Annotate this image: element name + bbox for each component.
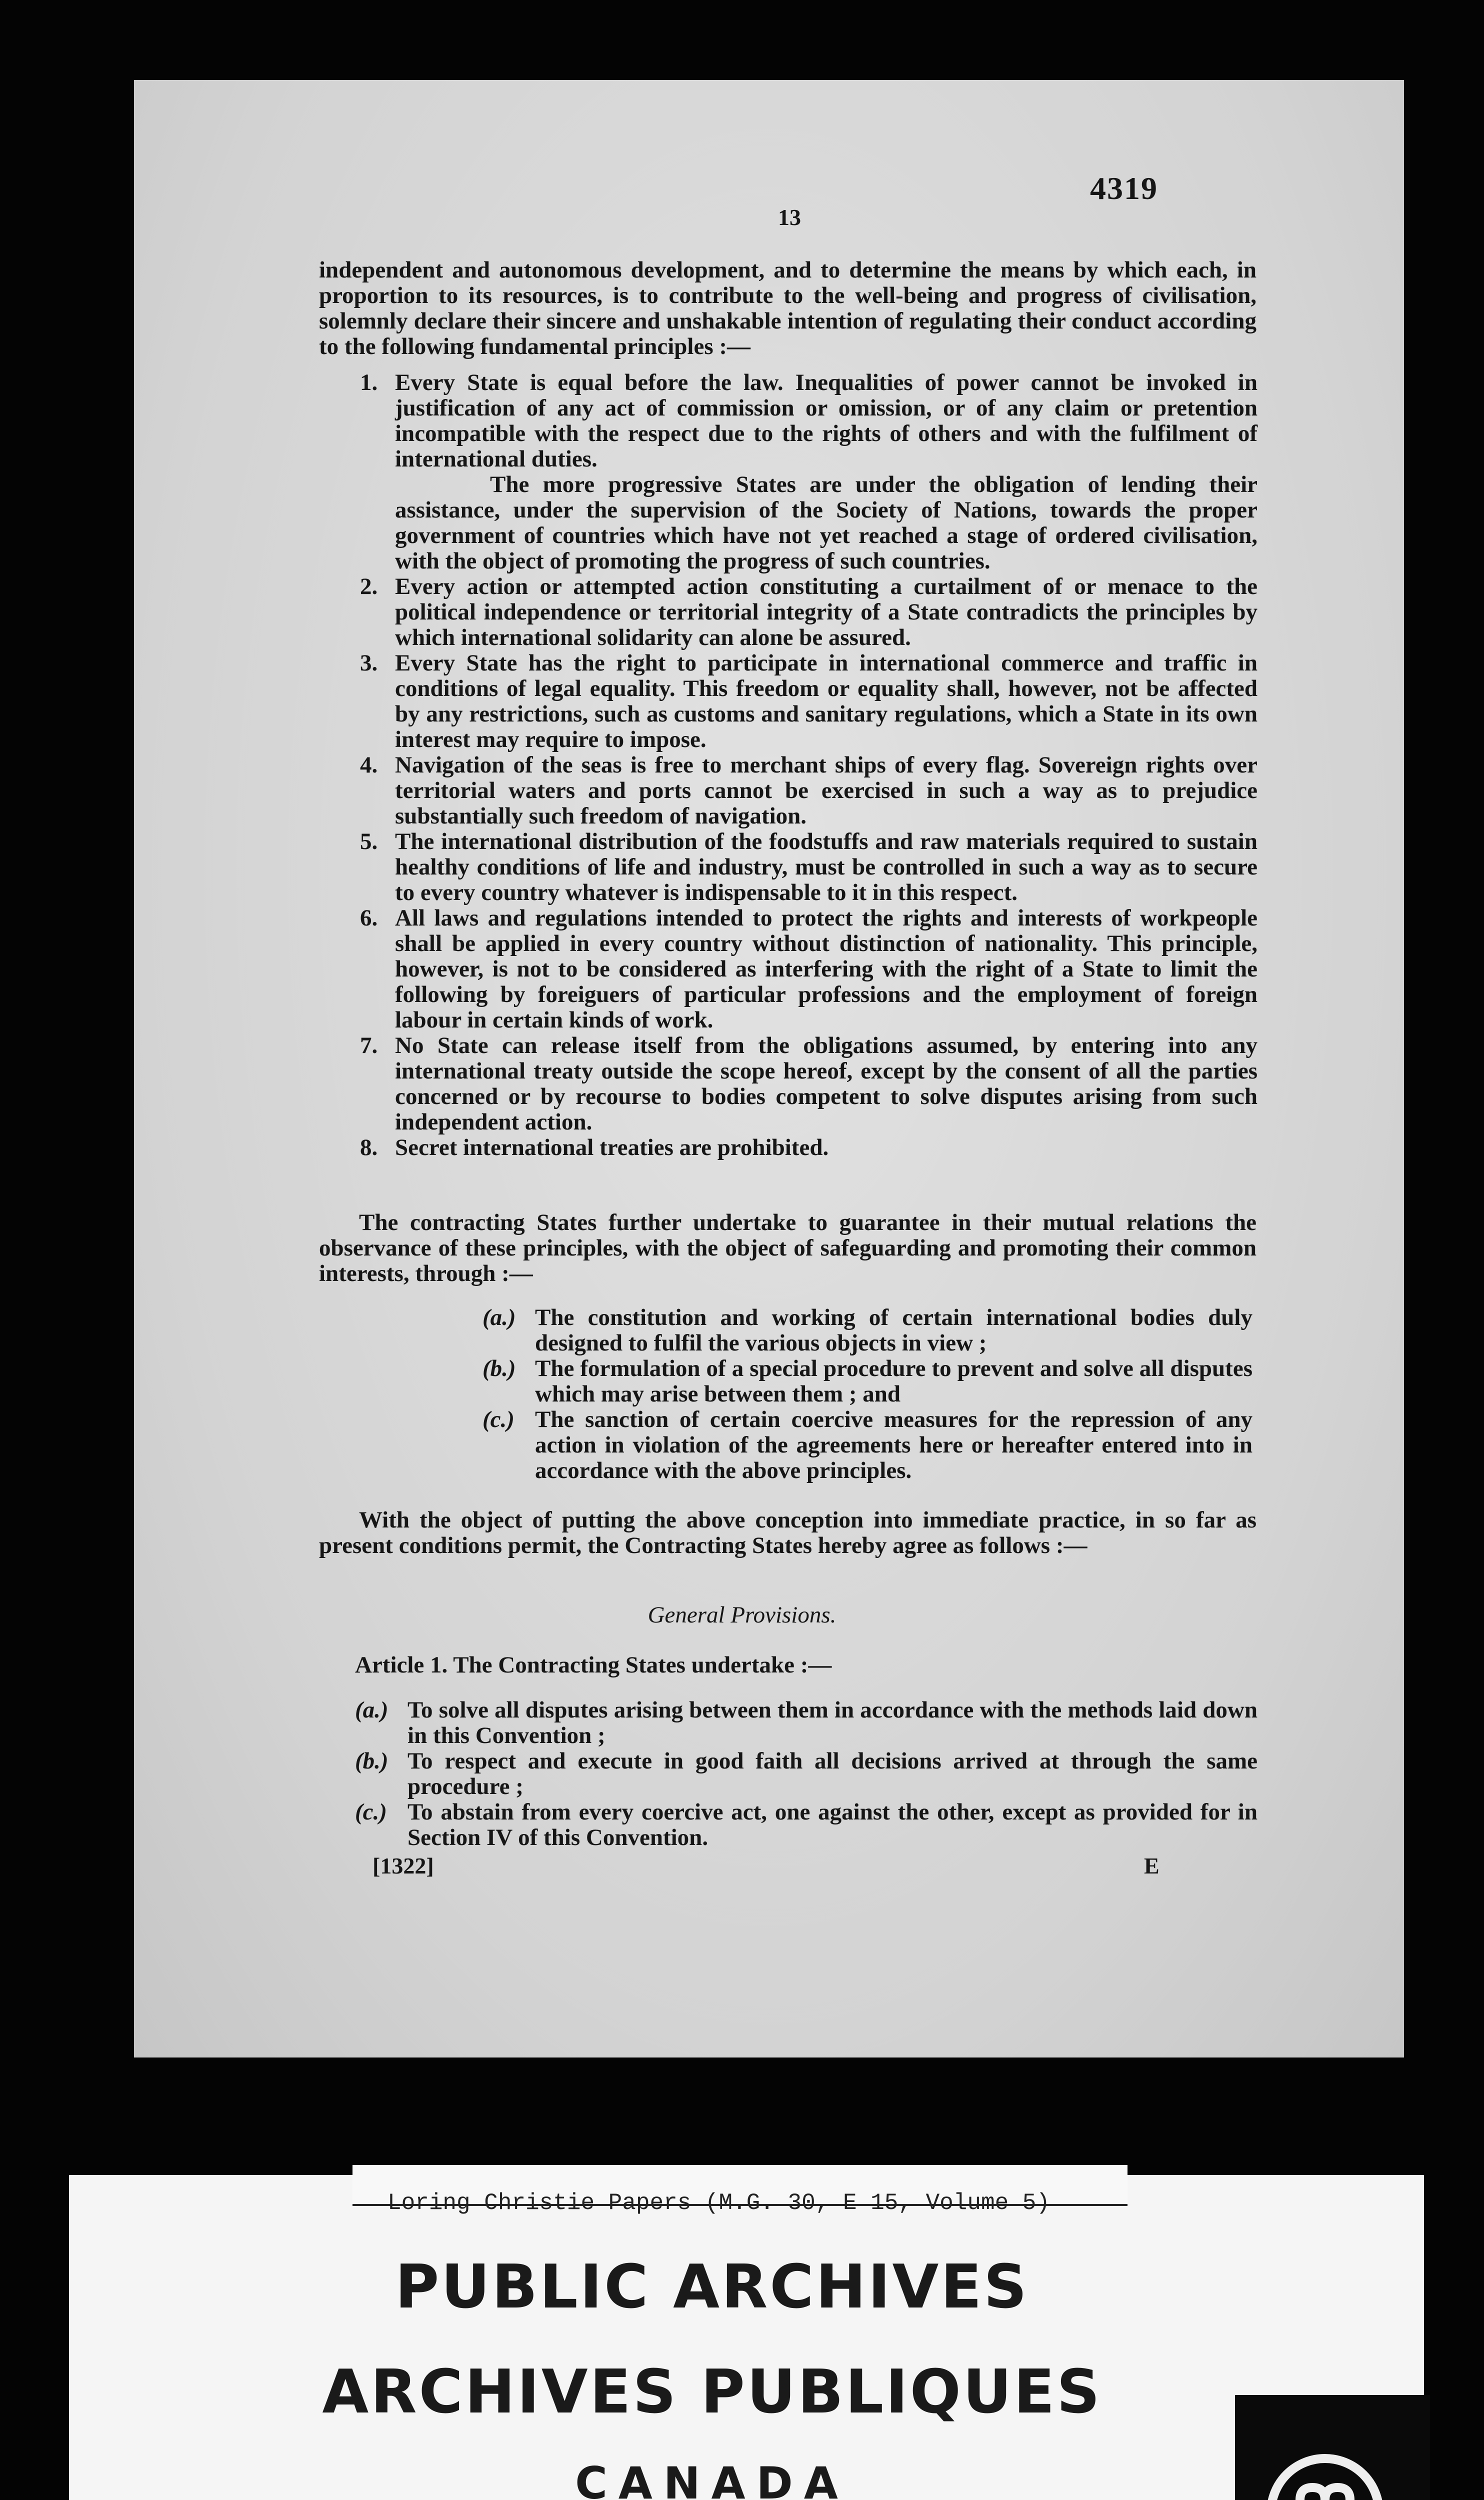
principle-number: 7. [360, 1032, 378, 1058]
section-heading: General Provisions. [648, 1602, 836, 1628]
principle-item [360, 752, 1258, 829]
principle-text: All laws and regulations intended to protect the rights and interests of workpeople shall be applied in every country without distinction of nationality. This principle, however, is not to be considered as interfering with the right of a State to limit the following by foreiguers of particular professions and the employment of foreign labour in certain kinds of work. [395, 905, 1258, 1033]
article-item-label: (c.) [355, 1799, 387, 1825]
article-item [355, 1698, 1258, 1748]
article-item-text: To abstain from every coercive act, one against the other, except as provided for in Section IV of this Convention. [408, 1799, 1258, 1850]
means-text: The constitution and working of certain international bodies duly designed to fulfil the various objects in view ; [535, 1304, 1252, 1356]
practice-paragraph: With the object of putting the above conception into immediate practice, in so far as present conditions permit, the Contracting States hereby agree as follows :— [319, 1507, 1256, 1558]
principle-text: Navigation of the seas is free to merchant ships of every flag. Sovereign rights over territorial waters and ports cannot be exercised in such a way as to prejudice substantially such freedom of navigation. [395, 752, 1258, 829]
principles-list [360, 370, 1258, 1160]
principle-number: 4. [360, 752, 378, 778]
means-label: (c.) [482, 1406, 514, 1432]
means-item [482, 1356, 1252, 1407]
principle-item [360, 906, 1258, 1033]
principle-number: 6. [360, 905, 378, 931]
principle-text [395, 370, 1258, 574]
means-item [482, 1305, 1252, 1356]
means-label: (a.) [482, 1304, 516, 1330]
archives-stamp [69, 2175, 1424, 2500]
undertaking-paragraph: The contracting States further undertake to guarantee in their mutual relations the observance of these principles, with the object of safeguarding and promoting their common interests, through :— [319, 1210, 1256, 1286]
means-text: The sanction of certain coercive measures for the repression of any action in violation of the agreements here or hereafter entered into in accordance with the above principles. [535, 1406, 1252, 1484]
stamp-line-country: CANADA [575, 2458, 849, 2500]
article-item-text: To solve all disputes arising between them in accordance with the methods laid down in this Convention ; [408, 1697, 1258, 1748]
article-item-label: (a.) [355, 1697, 388, 1723]
signature-mark: E [1144, 1853, 1160, 1878]
principle-number: 5. [360, 828, 378, 854]
principle-text: Every State has the right to participate in international commerce and traffic in conditions of legal equality. This freedom or equality shall, however, not be affected by any restrictions, such as customs and sanitary regulations, which a State in its own interest may require to impose. [395, 650, 1258, 752]
principle-item [360, 1135, 1258, 1160]
stamp-line-french: ARCHIVES PUBLIQUES [322, 2358, 1102, 2427]
principle-item [360, 1033, 1258, 1135]
principle-text: The international distribution of the foodstuffs and raw materials required to sustain healthy conditions of life and industry, must be controlled in such a way as to secure to every country whatever is indispensable to it in this respect. [395, 828, 1258, 906]
page-number: 13 [778, 204, 801, 230]
principle-text: No State can release itself from the obligations assumed, by entering into any international treaty outside the scope hereof, except by the consent of all the parties concerned or by recourse to bodies competent to solve disputes arising from such independent action. [395, 1032, 1258, 1135]
principle-item [360, 370, 1258, 574]
archives-logo-icon [1265, 2452, 1385, 2500]
principle-text: Secret international treaties are prohibited. [395, 1134, 829, 1160]
principle-number: 1. [360, 370, 378, 396]
stamp-line-english: PUBLIC ARCHIVES [395, 2252, 1029, 2322]
article-item [355, 1800, 1258, 1850]
article-items-list [355, 1698, 1258, 1850]
principle-text: Every action or attempted action constituting a curtailment of or menace to the political independence or territorial integrity of a State contradicts the principles by which international solidarity can alone be assured. [395, 574, 1258, 650]
means-list [482, 1305, 1252, 1484]
printer-reference: [1322] [372, 1853, 434, 1878]
principle-item [360, 650, 1258, 752]
principle-body: Every State is equal before the law. Inequalities of power cannot be invoked in justification of any act of commission or omission, or of any claim or pretention incompatible with the respect due to the rights of others and with the fulfilment of international duties. [395, 370, 1258, 472]
collection-label: Loring Christie Papers (M.G. 30, E 15, Volume 5) [388, 2190, 1050, 2216]
principle-number: 8. [360, 1134, 378, 1160]
lead-paragraph: independent and autonomous development, and to determine the means by which each, in proportion to its resources, is to contribute to the well-being and progress of civilisation, solemnly declare their sincere and unshakable intention of regulating their conduct according to the following fundamental principles :— [319, 257, 1256, 360]
article-heading: Article 1. The Contracting States undertake :— [355, 1652, 832, 1678]
principle-number: 3. [360, 650, 378, 676]
article-item-text: To respect and execute in good faith all decisions arrived at through the same procedure ; [408, 1748, 1258, 1800]
principle-item [360, 829, 1258, 906]
means-label: (b.) [482, 1356, 516, 1382]
principle-number: 2. [360, 574, 378, 600]
article-item [355, 1748, 1258, 1800]
article-item-label: (b.) [355, 1748, 388, 1774]
document-number: 4319 [1090, 170, 1158, 206]
principle-subparagraph: The more progressive States are under the obligation of lending their assistance, under the supervision of the Society of Nations, towards the proper government of countries which have not yet reached a stage of ordered civilisation, with the object of promoting the progress of such countries. [395, 472, 1258, 574]
means-text: The formulation of a special procedure to prevent and solve all disputes which may arise between them ; and [535, 1356, 1252, 1407]
means-item [482, 1407, 1252, 1484]
principle-item [360, 574, 1258, 650]
